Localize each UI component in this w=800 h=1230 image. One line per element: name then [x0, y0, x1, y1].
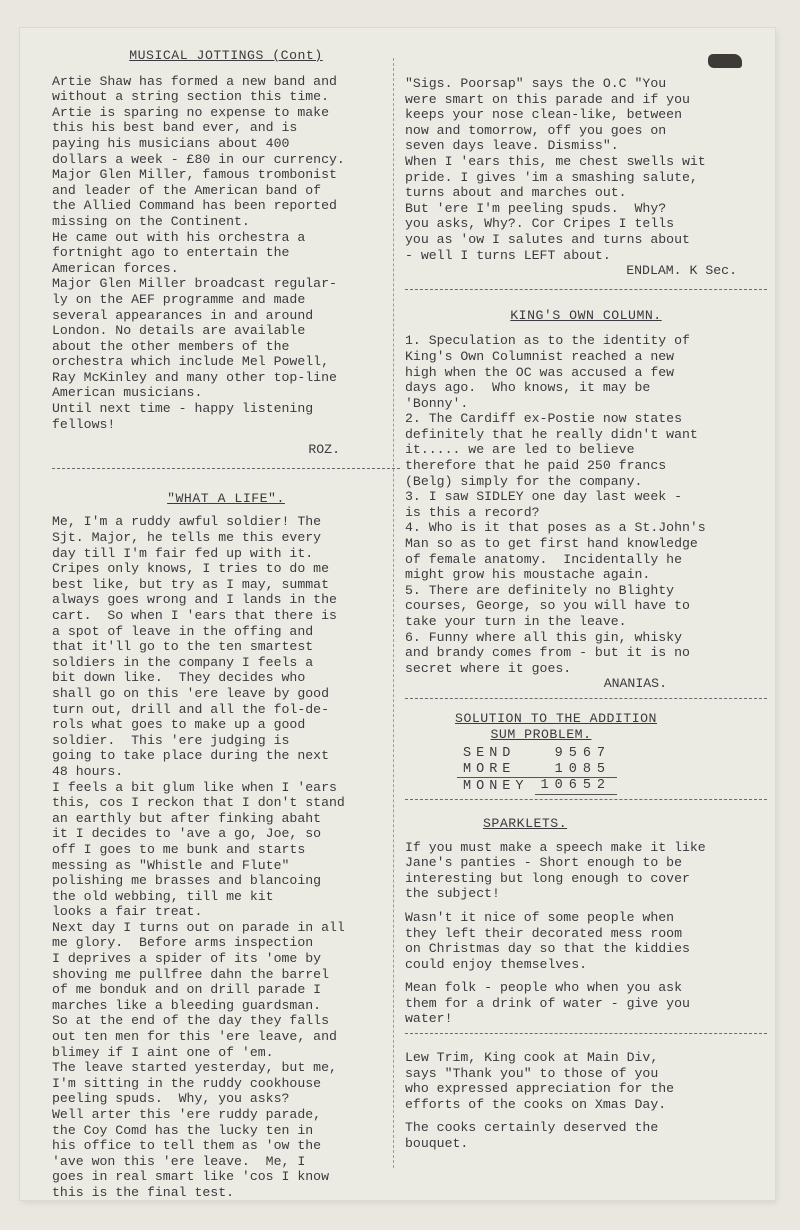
text-line: about the other members of the	[52, 338, 290, 354]
text-line: you asks, Why?. Cor Cripes I tells	[405, 216, 675, 232]
kings-own-column-heading: KING'S OWN COLUMN.	[510, 307, 662, 323]
text-line: 1. Speculation as to the identity of	[405, 333, 690, 349]
text-line: orchestra which include Mel Powell,	[52, 354, 329, 370]
sum-word: MONEY	[463, 778, 529, 794]
text-line: the Allied Command has been reported	[52, 198, 337, 214]
rust-pin-mark	[708, 54, 742, 68]
text-line: you as 'ow I salutes and turns about	[405, 231, 690, 247]
text-line: several appearances in and around	[52, 307, 314, 323]
text-line: rols what goes to make up a good	[52, 717, 306, 733]
sum-word: SEND	[463, 746, 516, 762]
text-line: Man so as to get first hand knowledge	[405, 536, 698, 552]
text-line: If you must make a speech make it like	[405, 839, 706, 855]
paragraph	[405, 1050, 767, 1112]
text-line: therefore that he paid 250 francs	[405, 458, 667, 474]
text-line: his office to tell them as 'ow the	[52, 1138, 322, 1154]
left-column	[52, 48, 400, 1201]
sum-number: 9567	[554, 746, 612, 762]
what-a-life-continued	[405, 76, 767, 263]
text-line: bouquet.	[405, 1136, 469, 1152]
text-line: I feels a bit glum like when I 'ears	[52, 779, 337, 795]
text-line: 2. The Cardiff ex-Postie now states	[405, 411, 682, 427]
text-line: 4. Who is it that poses as a St.John's	[405, 520, 706, 536]
text-line: 'Bonny'.	[405, 395, 469, 411]
text-line: Artie is sparing no expense to make	[52, 104, 329, 120]
text-line: says "Thank you" to those of you	[405, 1065, 659, 1081]
text-line: now and tomorrow, off you goes on	[405, 122, 667, 138]
text-line: day till I'm fair fed up with it.	[52, 545, 314, 561]
text-line: water!	[405, 1011, 453, 1027]
sparklets-heading: SPARKLETS.	[483, 815, 568, 831]
addition-sum-table	[457, 746, 617, 795]
text-line: might grow his moustache again.	[405, 567, 651, 583]
text-line: 5. There are definitely no Blighty	[405, 582, 675, 598]
text-line: looks a fair treat.	[52, 904, 203, 920]
text-line: efforts of the cooks on Xmas Day.	[405, 1096, 667, 1112]
solution-heading-line-2: SUM PROBLEM.	[490, 726, 592, 742]
text-line: who expressed appreciation for the	[405, 1081, 675, 1097]
text-line: out ten men for this 'ere leave, and	[52, 1029, 337, 1045]
text-line: 48 hours.	[52, 763, 124, 779]
text-line: the old webbing, till me kit	[52, 888, 274, 904]
text-line: American forces.	[52, 260, 179, 276]
musical-jottings-body	[52, 74, 400, 433]
cooks-note-body	[405, 1050, 767, 1152]
musical-jottings-heading: MUSICAL JOTTINGS (Cont)	[129, 48, 323, 63]
text-line: best like, but try as I may, summat	[52, 576, 329, 592]
what-a-life-signature: ENDLAM. K Sec.	[626, 263, 737, 279]
section-divider	[405, 289, 767, 290]
sum-number: 10652	[535, 778, 618, 795]
text-line: and brandy comes from - but it is no	[405, 645, 690, 661]
text-line: were smart on this parade and if you	[405, 91, 690, 107]
text-line: turns about and marches out.	[405, 185, 627, 201]
paragraph	[405, 1120, 767, 1151]
kings-own-column-body	[405, 333, 767, 676]
text-line: me glory. Before arms inspection	[52, 935, 314, 951]
text-line: "Sigs. Poorsap" says the O.C "You	[405, 76, 667, 91]
text-line: this his best band ever, and is	[52, 120, 298, 136]
text-line: the subject!	[405, 886, 500, 902]
text-line: ly on the AEF programme and made	[52, 291, 306, 307]
text-line: Mean folk - people who when you ask	[405, 980, 682, 996]
text-line: courses, George, so you will have to	[405, 598, 690, 614]
text-line: soldiers in the company I feels a	[52, 654, 314, 670]
text-line: goes in real smart like 'cos I know	[52, 1169, 329, 1185]
right-column	[405, 76, 767, 1152]
text-line: shoving me pullfree dahn the barrel	[52, 966, 329, 982]
section-divider	[405, 698, 767, 699]
text-line: Cripes only knows, I tries to do me	[52, 561, 329, 577]
paragraph	[405, 980, 767, 1027]
text-line: on Christmas day so that the kiddies	[405, 941, 690, 957]
text-line: of female anatomy. Incidentally he	[405, 551, 682, 567]
text-line: When I 'ears this, me chest swells wit	[405, 153, 706, 169]
text-line: without a string section this time.	[52, 89, 329, 105]
text-line: going to take place during the next	[52, 748, 329, 764]
text-line: the Coy Comd has the lucky ten in	[52, 1122, 314, 1138]
section-divider	[405, 799, 767, 800]
text-line: Me, I'm a ruddy awful soldier! The	[52, 514, 322, 530]
text-line: turn out, drill and all the fol-de-	[52, 701, 329, 717]
text-line: bit down like. They decides who	[52, 670, 306, 686]
text-line: of me bonduk and on drill parade I	[52, 982, 322, 998]
text-line: them for a drink of water - give you	[405, 995, 690, 1011]
text-line: interesting but long enough to cover	[405, 870, 690, 886]
text-line: marches like a bleeding guardsman.	[52, 997, 322, 1013]
section-divider	[52, 468, 400, 469]
text-line: The cooks certainly deserved the	[405, 1120, 659, 1136]
text-line: The leave started yesterday, but me,	[52, 1060, 337, 1076]
solution-heading-line-1: SOLUTION TO THE ADDITION	[455, 710, 657, 726]
text-line: fortnight ago to entertain the	[52, 245, 290, 261]
text-line: Ray McKinley and many other top-line	[52, 369, 337, 385]
text-line: American musicians.	[52, 385, 203, 401]
text-line: peeling spuds. Why, you asks?	[52, 1091, 290, 1107]
sum-row	[457, 762, 617, 778]
text-line: days ago. Who knows, it may be	[405, 380, 651, 396]
text-line: and leader of the American band of	[52, 182, 322, 198]
text-line: Wasn't it nice of some people when	[405, 909, 675, 925]
text-line: He came out with his orchestra a	[52, 229, 306, 245]
sum-word: MORE	[457, 762, 535, 778]
text-line: Major Glen Miller, famous trombonist	[52, 167, 337, 183]
text-line: keeps your nose clean-like, between	[405, 107, 682, 123]
sum-number: 1085	[535, 762, 618, 778]
text-line: cart. So when I 'ears that there is	[52, 608, 337, 623]
text-line: it..... we are led to believe	[405, 442, 635, 458]
sum-row	[457, 746, 617, 762]
text-line: off I goes to me bunk and starts	[52, 841, 306, 857]
text-line: this is the final test.	[52, 1184, 235, 1200]
text-line: blimey if I aint one of 'em.	[52, 1044, 274, 1060]
text-line: paying his musicians about 400	[52, 135, 290, 151]
text-line: pride. I gives 'im a smashing salute,	[405, 169, 698, 185]
text-line: (Belg) simply for the company.	[405, 473, 643, 489]
text-line: I'm sitting in the ruddy cookhouse	[52, 1075, 322, 1091]
text-line: messing as "Whistle and Flute"	[52, 857, 290, 873]
text-line: it I decides to 'ave a go, Joe, so	[52, 826, 322, 842]
text-line: high when the OC was accused a few	[405, 364, 675, 380]
text-line: dollars a week - £80 in our currency.	[52, 151, 345, 167]
text-line: Major Glen Miller broadcast regular-	[52, 276, 337, 292]
newsletter-page	[20, 28, 775, 1200]
text-line: that it'll go to the ten smartest	[52, 639, 314, 655]
text-line: a spot of leave in the offing and	[52, 623, 314, 639]
text-line: they left their decorated mess room	[405, 925, 682, 941]
text-line: seven days leave. Dismiss".	[405, 138, 619, 154]
text-line: soldier. This 'ere judging is	[52, 732, 290, 748]
text-line: missing on the Continent.	[52, 213, 250, 229]
text-line: Until next time - happy listening	[52, 401, 314, 417]
text-line: is this a record?	[405, 504, 540, 520]
text-line: always goes wrong and I lands in the	[52, 592, 337, 608]
text-line: secret where it goes.	[405, 660, 572, 676]
kings-own-column-signature: ANANIAS.	[603, 676, 667, 692]
text-line: shall go on this 'ere leave by good	[52, 685, 329, 701]
sparklets-body	[405, 840, 767, 1028]
text-line: Well arter this 'ere ruddy parade,	[52, 1107, 322, 1122]
text-line: So at the end of the day they falls	[52, 1013, 329, 1029]
text-line: 6. Funny where all this gin, whisky	[405, 629, 682, 645]
text-line: I deprives a spider of its 'ome by	[52, 951, 322, 967]
text-line: could enjoy themselves.	[405, 956, 588, 972]
text-line: an earthly but after finking abaht	[52, 810, 322, 826]
text-line: 'ave won this 'ere leave. Me, I	[52, 1153, 306, 1169]
what-a-life-body	[52, 514, 400, 1200]
text-line: take your turn in the leave.	[405, 614, 627, 629]
text-line: But 'ere I'm peeling spuds. Why?	[405, 200, 667, 216]
paragraph	[405, 910, 767, 972]
text-line: 3. I saw SIDLEY one day last week -	[405, 489, 682, 505]
musical-jottings-signature: ROZ.	[308, 442, 340, 458]
text-line: London. No details are available	[52, 323, 306, 339]
paragraph	[405, 840, 767, 902]
text-line: polishing me brasses and blancoing	[52, 873, 322, 889]
section-divider	[405, 1033, 767, 1034]
text-line: definitely that he really didn't want	[405, 426, 698, 442]
text-line: Jane's panties - Short enough to be	[405, 855, 682, 871]
text-line: fellows!	[52, 416, 116, 432]
text-line: Next day I turns out on parade in all	[52, 919, 345, 935]
text-line: - well I turns LEFT about.	[405, 247, 611, 263]
text-line: Lew Trim, King cook at Main Div,	[405, 1050, 659, 1066]
text-line: Sjt. Major, he tells me this every	[52, 530, 322, 546]
sum-row	[457, 778, 617, 795]
text-line: this, cos I reckon that I don't stand	[52, 795, 345, 811]
what-a-life-heading: "WHAT A LIFE".	[167, 490, 285, 506]
text-line: King's Own Columnist reached a new	[405, 348, 675, 364]
text-line: Artie Shaw has formed a new band and	[52, 73, 337, 89]
